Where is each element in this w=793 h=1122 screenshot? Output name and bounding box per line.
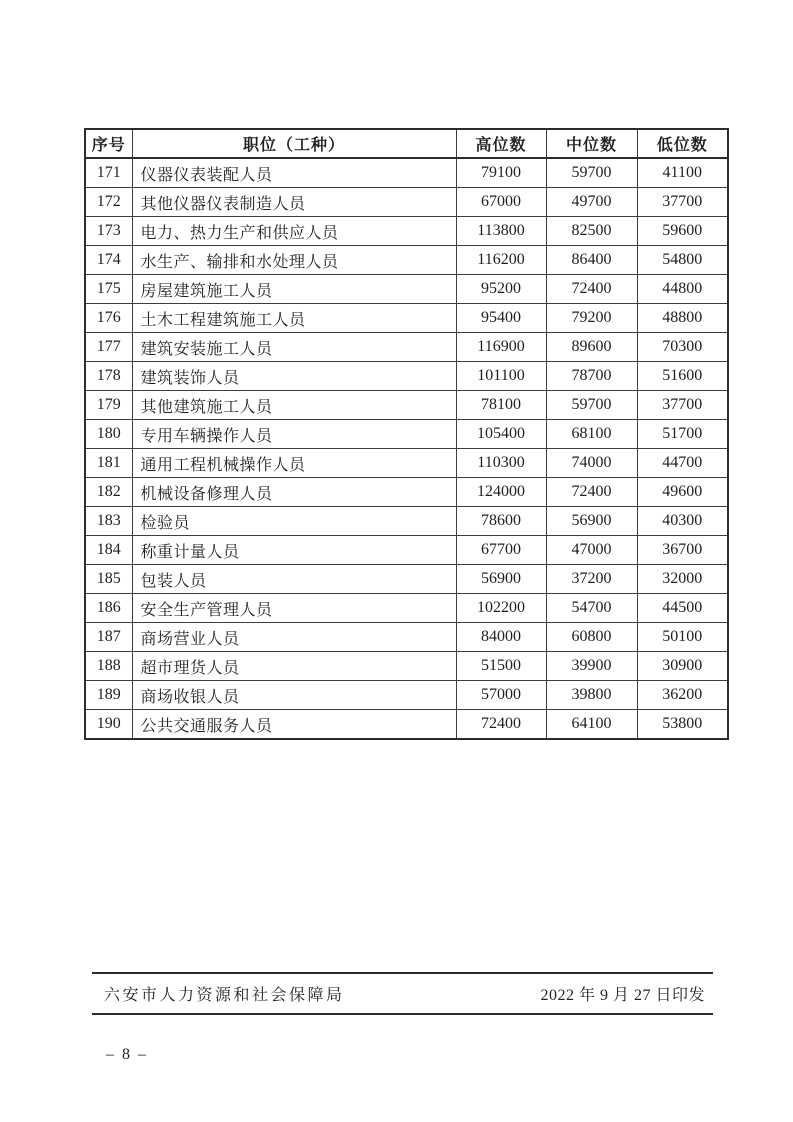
cell-high: 84000 <box>456 623 546 652</box>
table-row <box>85 565 728 594</box>
cell-serial: 171 <box>85 158 132 188</box>
cell-median: 54700 <box>546 594 637 623</box>
cell-position: 检验员 <box>132 507 456 536</box>
table-row <box>85 478 728 507</box>
cell-median: 68100 <box>546 420 637 449</box>
cell-low: 40300 <box>637 507 728 536</box>
cell-low: 41100 <box>637 158 728 188</box>
cell-serial: 184 <box>85 536 132 565</box>
cell-position: 房屋建筑施工人员 <box>132 275 456 304</box>
cell-median: 72400 <box>546 275 637 304</box>
cell-serial: 189 <box>85 681 132 710</box>
cell-median: 64100 <box>546 710 637 740</box>
cell-median: 89600 <box>546 333 637 362</box>
table-row <box>85 420 728 449</box>
cell-position: 通用工程机械操作人员 <box>132 449 456 478</box>
cell-low: 36200 <box>637 681 728 710</box>
cell-high: 105400 <box>456 420 546 449</box>
cell-high: 102200 <box>456 594 546 623</box>
cell-median: 82500 <box>546 217 637 246</box>
cell-serial: 182 <box>85 478 132 507</box>
cell-serial: 185 <box>85 565 132 594</box>
cell-low: 50100 <box>637 623 728 652</box>
cell-low: 51700 <box>637 420 728 449</box>
table-row <box>85 246 728 275</box>
cell-low: 51600 <box>637 362 728 391</box>
cell-serial: 181 <box>85 449 132 478</box>
header-median: 中位数 <box>546 129 637 158</box>
table-row <box>85 681 728 710</box>
cell-position: 其他仪器仪表制造人员 <box>132 188 456 217</box>
cell-median: 78700 <box>546 362 637 391</box>
cell-median: 72400 <box>546 478 637 507</box>
header-position: 职位（工种） <box>132 129 456 158</box>
cell-position: 包装人员 <box>132 565 456 594</box>
table-row <box>85 623 728 652</box>
cell-high: 51500 <box>456 652 546 681</box>
cell-high: 56900 <box>456 565 546 594</box>
table-header-row <box>85 129 728 158</box>
table-body <box>85 158 728 739</box>
issuer-name: 六安市人力资源和社会保障局 <box>104 987 345 1004</box>
table-row <box>85 275 728 304</box>
cell-position: 建筑安装施工人员 <box>132 333 456 362</box>
header-low: 低位数 <box>637 129 728 158</box>
cell-serial: 178 <box>85 362 132 391</box>
cell-low: 44800 <box>637 275 728 304</box>
table-row <box>85 391 728 420</box>
cell-low: 48800 <box>637 304 728 333</box>
table-row <box>85 304 728 333</box>
cell-high: 95200 <box>456 275 546 304</box>
cell-high: 101100 <box>456 362 546 391</box>
cell-low: 70300 <box>637 333 728 362</box>
cell-serial: 180 <box>85 420 132 449</box>
cell-median: 60800 <box>546 623 637 652</box>
colophon-band <box>92 972 713 1015</box>
cell-serial: 175 <box>85 275 132 304</box>
cell-median: 56900 <box>546 507 637 536</box>
cell-median: 59700 <box>546 391 637 420</box>
cell-high: 67700 <box>456 536 546 565</box>
cell-median: 86400 <box>546 246 637 275</box>
table-row <box>85 333 728 362</box>
cell-position: 超市理货人员 <box>132 652 456 681</box>
print-date: 2022 年 9 月 27 日印发 <box>540 987 705 1004</box>
cell-position: 称重计量人员 <box>132 536 456 565</box>
cell-low: 49600 <box>637 478 728 507</box>
cell-serial: 176 <box>85 304 132 333</box>
cell-position: 水生产、输排和水处理人员 <box>132 246 456 275</box>
cell-position: 专用车辆操作人员 <box>132 420 456 449</box>
cell-low: 44500 <box>637 594 728 623</box>
table-row <box>85 710 728 740</box>
cell-median: 37200 <box>546 565 637 594</box>
cell-position: 土木工程建筑施工人员 <box>132 304 456 333</box>
cell-serial: 188 <box>85 652 132 681</box>
cell-high: 57000 <box>456 681 546 710</box>
cell-low: 30900 <box>637 652 728 681</box>
cell-position: 公共交通服务人员 <box>132 710 456 740</box>
cell-serial: 190 <box>85 710 132 740</box>
cell-high: 95400 <box>456 304 546 333</box>
cell-serial: 187 <box>85 623 132 652</box>
cell-serial: 173 <box>85 217 132 246</box>
cell-position: 电力、热力生产和供应人员 <box>132 217 456 246</box>
cell-serial: 174 <box>85 246 132 275</box>
table-row <box>85 449 728 478</box>
cell-median: 79200 <box>546 304 637 333</box>
cell-low: 44700 <box>637 449 728 478</box>
cell-high: 72400 <box>456 710 546 740</box>
cell-position: 机械设备修理人员 <box>132 478 456 507</box>
cell-position: 仪器仪表装配人员 <box>132 158 456 188</box>
page-number: – 8 – <box>106 1046 148 1063</box>
cell-high: 78600 <box>456 507 546 536</box>
cell-position: 安全生产管理人员 <box>132 594 456 623</box>
salary-table <box>84 128 729 740</box>
cell-median: 39800 <box>546 681 637 710</box>
cell-median: 49700 <box>546 188 637 217</box>
cell-high: 110300 <box>456 449 546 478</box>
cell-low: 36700 <box>637 536 728 565</box>
cell-median: 47000 <box>546 536 637 565</box>
cell-position: 其他建筑施工人员 <box>132 391 456 420</box>
cell-median: 39900 <box>546 652 637 681</box>
cell-high: 124000 <box>456 478 546 507</box>
table-row <box>85 217 728 246</box>
cell-low: 53800 <box>637 710 728 740</box>
cell-high: 79100 <box>456 158 546 188</box>
table-row <box>85 158 728 188</box>
cell-serial: 183 <box>85 507 132 536</box>
cell-position: 商场收银人员 <box>132 681 456 710</box>
cell-median: 74000 <box>546 449 637 478</box>
cell-low: 59600 <box>637 217 728 246</box>
cell-position: 建筑装饰人员 <box>132 362 456 391</box>
table-row <box>85 188 728 217</box>
cell-high: 113800 <box>456 217 546 246</box>
table-row <box>85 507 728 536</box>
table-row <box>85 652 728 681</box>
cell-high: 116200 <box>456 246 546 275</box>
cell-high: 116900 <box>456 333 546 362</box>
cell-serial: 177 <box>85 333 132 362</box>
cell-high: 67000 <box>456 188 546 217</box>
cell-median: 59700 <box>546 158 637 188</box>
cell-low: 37700 <box>637 188 728 217</box>
header-serial: 序号 <box>85 129 132 158</box>
cell-low: 37700 <box>637 391 728 420</box>
cell-serial: 179 <box>85 391 132 420</box>
cell-low: 32000 <box>637 565 728 594</box>
cell-high: 78100 <box>456 391 546 420</box>
table-row <box>85 362 728 391</box>
cell-serial: 186 <box>85 594 132 623</box>
table-row <box>85 536 728 565</box>
cell-position: 商场营业人员 <box>132 623 456 652</box>
cell-serial: 172 <box>85 188 132 217</box>
table-row <box>85 594 728 623</box>
cell-low: 54800 <box>637 246 728 275</box>
header-high: 高位数 <box>456 129 546 158</box>
